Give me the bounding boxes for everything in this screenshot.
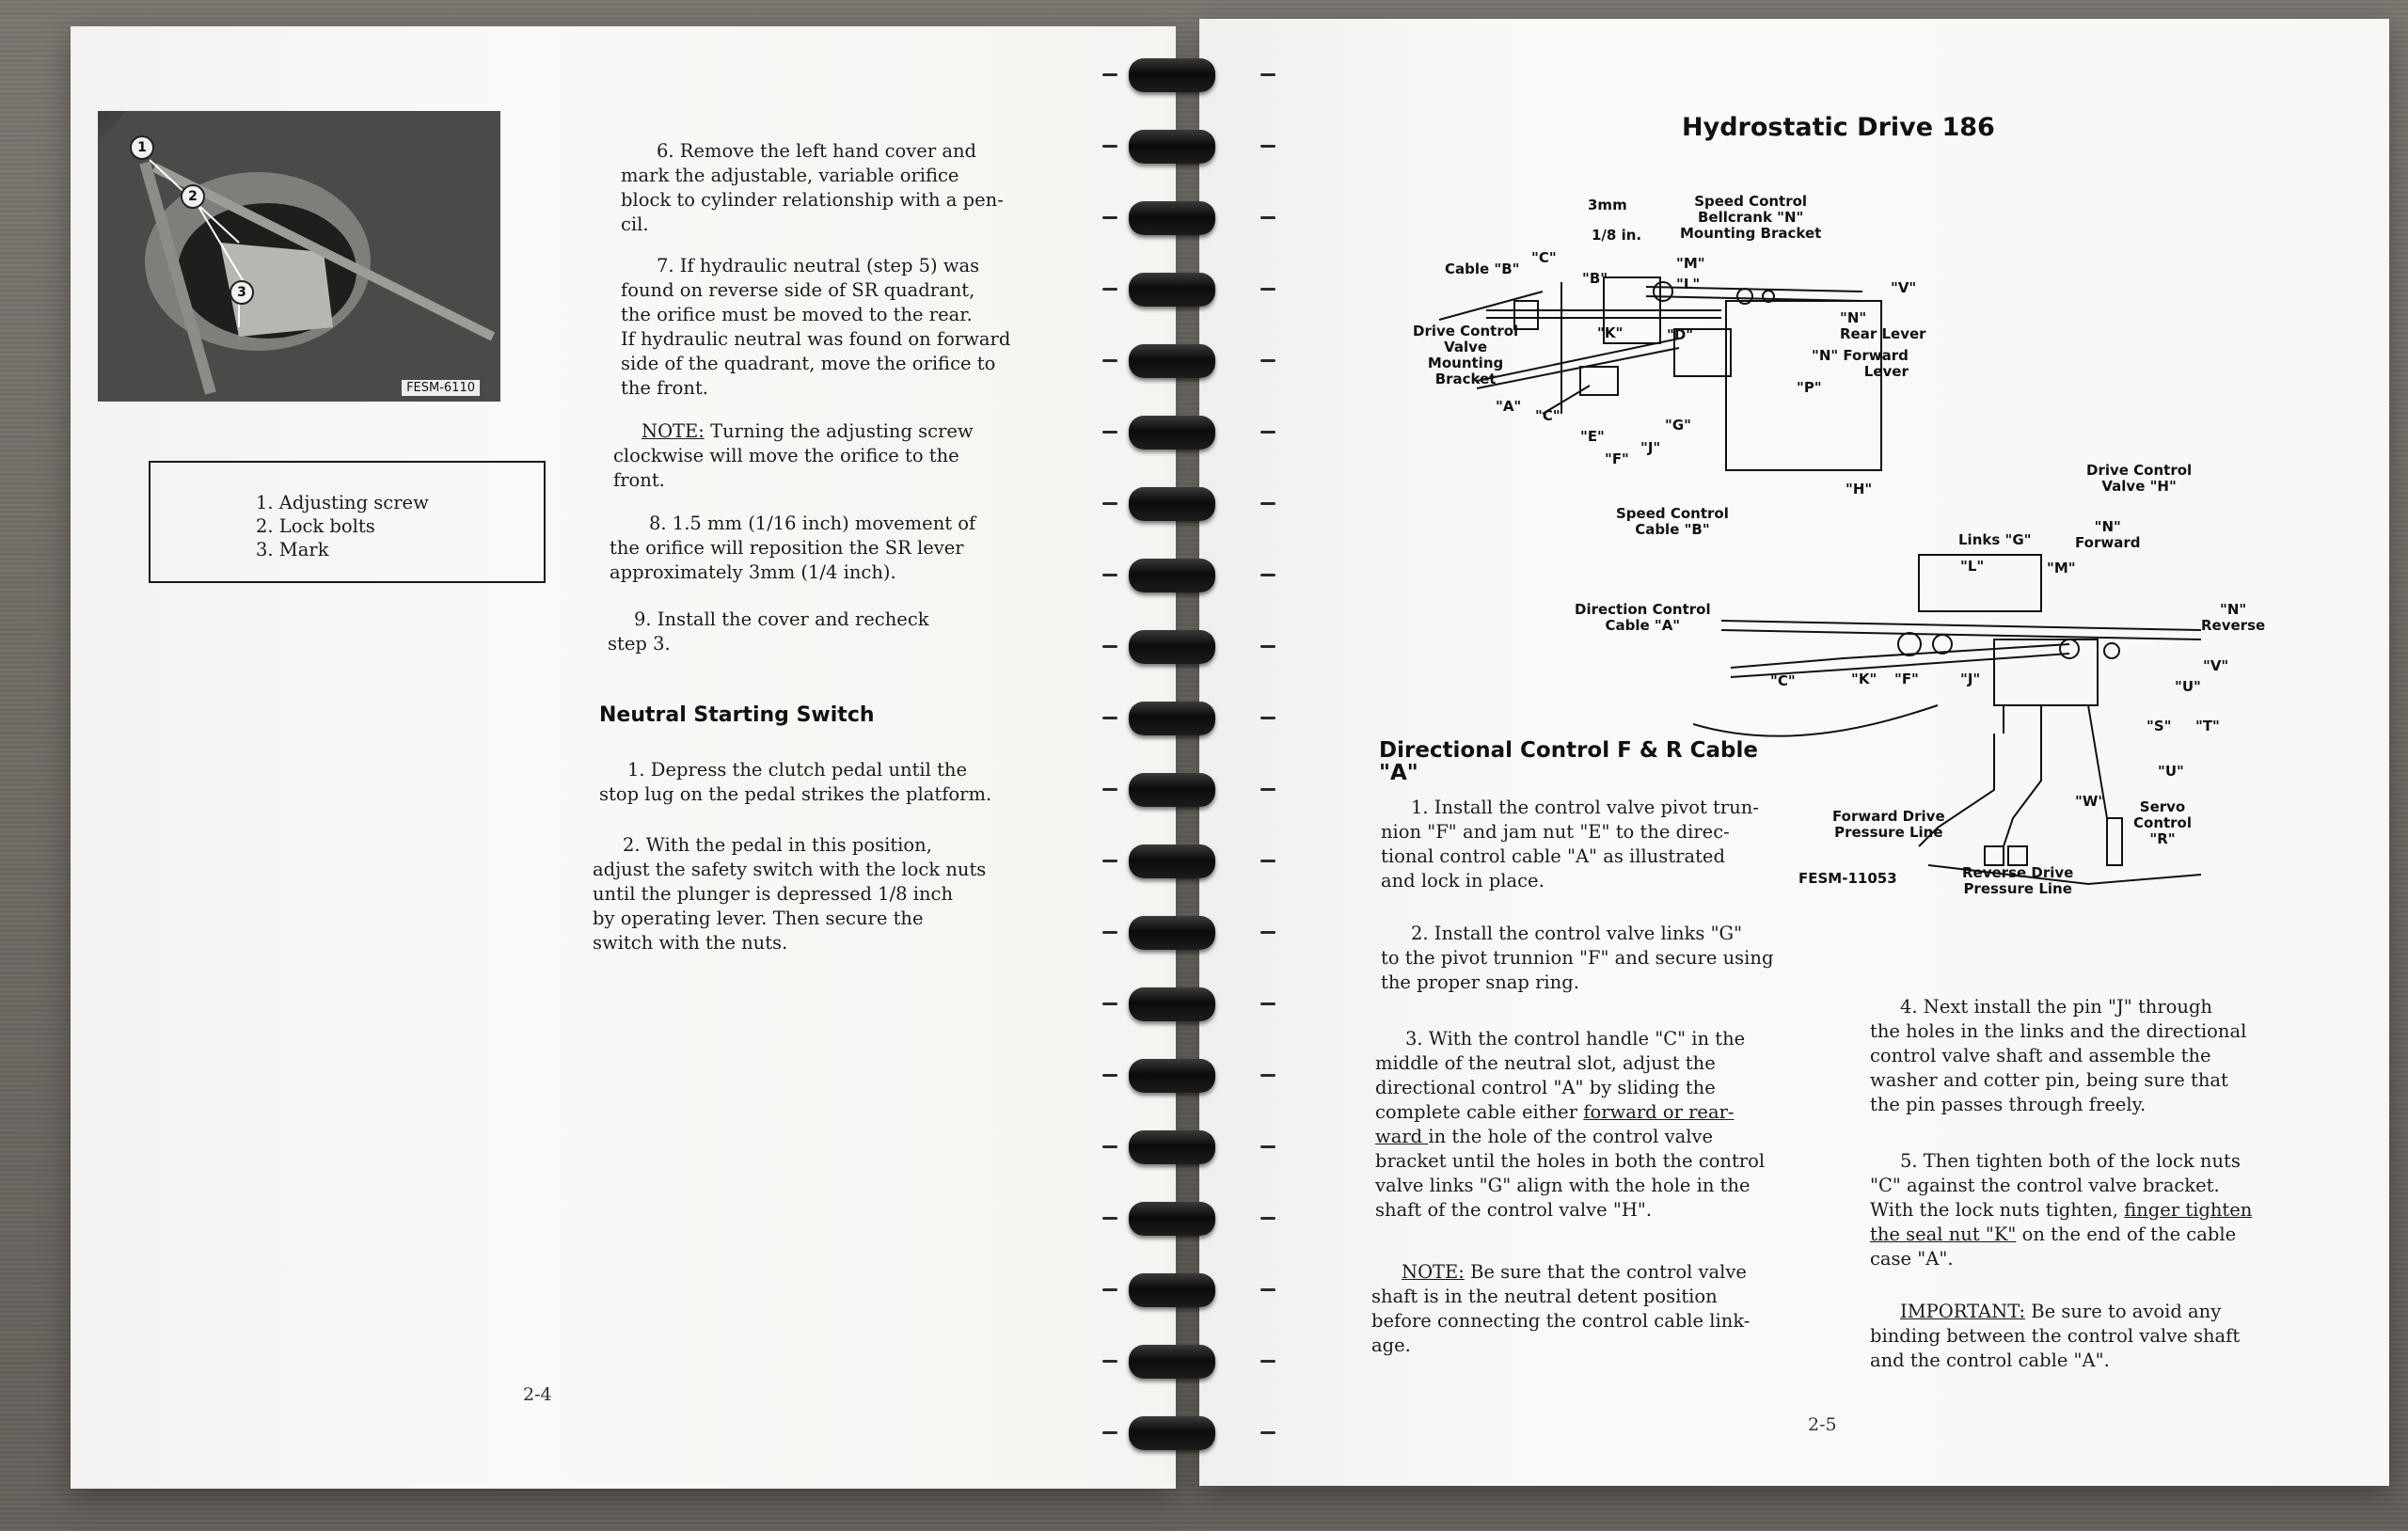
punch-hole bbox=[1260, 717, 1275, 719]
label-j: "J" bbox=[1640, 439, 1661, 456]
punch-hole bbox=[1102, 1431, 1117, 1434]
punch-hole bbox=[1260, 645, 1275, 648]
label-u-top: "U" bbox=[2175, 678, 2201, 695]
page-number-left: 2-4 bbox=[523, 1384, 552, 1405]
label-v: "V" bbox=[1891, 279, 1917, 296]
label-m-bottom: "M" bbox=[2047, 560, 2076, 576]
right-step-5 bbox=[1870, 1149, 2252, 1271]
label-1-8-in: 1/8 in. bbox=[1592, 227, 1642, 244]
binding-coil bbox=[1129, 416, 1215, 450]
binding-coil bbox=[1129, 201, 1215, 235]
binding-coil bbox=[1129, 702, 1215, 735]
punch-hole bbox=[1260, 1145, 1275, 1148]
binding-coil bbox=[1129, 273, 1215, 307]
punch-hole bbox=[1260, 288, 1275, 291]
punch-hole bbox=[1260, 502, 1275, 505]
page-title: Hydrostatic Drive 186 bbox=[1682, 113, 1995, 142]
step-5-part-b: on the end of the cable case "A". bbox=[1870, 1223, 2237, 1270]
step-3-underline-2: ward bbox=[1375, 1126, 1429, 1147]
punch-hole bbox=[1260, 1288, 1275, 1291]
punch-hole bbox=[1102, 216, 1117, 219]
punch-hole bbox=[1260, 1074, 1275, 1077]
step-3-part-a: 3. With the control handle "C" in the middle of the neutral slot, adjust the directional control "A" by sliding the complete cable either bbox=[1375, 1028, 1746, 1123]
label-links-g: Links "G" bbox=[1958, 531, 2032, 548]
label-reverse-pressure-line: Reverse Drive Pressure Line bbox=[1962, 864, 2074, 897]
label-speed-bellcrank: Speed Control Bellcrank "N" Mounting Bracket bbox=[1680, 193, 1822, 242]
callout-2: 2 bbox=[181, 184, 205, 209]
punch-hole bbox=[1260, 216, 1275, 219]
binding-coil bbox=[1129, 987, 1215, 1021]
punch-hole bbox=[1102, 574, 1117, 576]
step-5-part-a: 5. Then tighten both of the lock nuts "C" against the control valve bracket. With the lock nuts tighten, bbox=[1870, 1150, 2241, 1221]
binding-coil bbox=[1129, 1273, 1215, 1307]
binding-coil bbox=[1129, 1416, 1215, 1450]
label-n-forward: "N" Forward bbox=[2075, 518, 2141, 551]
punch-hole bbox=[1260, 359, 1275, 362]
note-block bbox=[613, 419, 974, 493]
punch-hole bbox=[1102, 1074, 1117, 1077]
punch-hole bbox=[1102, 1145, 1117, 1148]
label-e: "E" bbox=[1580, 428, 1605, 445]
binding-coil bbox=[1129, 1130, 1215, 1164]
important-block bbox=[1870, 1300, 2240, 1373]
punch-hole bbox=[1102, 502, 1117, 505]
note-label: NOTE: bbox=[642, 420, 705, 442]
binding-coil bbox=[1129, 1202, 1215, 1236]
right-step-2: 2. Install the control valve links "G" to the pivot trunnion "F" and secure using the proper snap ring. bbox=[1381, 923, 1774, 993]
punch-hole bbox=[1102, 1360, 1117, 1363]
label-l-bottom: "L" bbox=[1960, 558, 1985, 575]
label-servo-control: Servo Control "R" bbox=[2133, 798, 2193, 847]
label-b: "B" bbox=[1582, 270, 1608, 287]
punch-hole bbox=[1102, 645, 1117, 648]
label-l: "L" bbox=[1676, 276, 1701, 292]
label-w: "W" bbox=[2075, 793, 2106, 810]
neutral-step-1: 1. Depress the clutch pedal until the stop lug on the pedal strikes the platform. bbox=[599, 759, 992, 805]
right-note bbox=[1371, 1260, 1750, 1358]
punch-hole bbox=[1102, 73, 1117, 76]
directional-control-heading: Directional Control F & R Cable "A" bbox=[1379, 738, 1758, 785]
label-m: "M" bbox=[1676, 255, 1705, 272]
label-speed-cable-b: Speed Control Cable "B" bbox=[1616, 505, 1729, 538]
label-drive-bracket: Drive Control Valve Mounting Bracket bbox=[1413, 323, 1519, 387]
right-note-text: Be sure that the control valve shaft is in the neutral detent position before connecting the control cable link- age. bbox=[1371, 1261, 1751, 1356]
step-5-underline-1: finger tighten bbox=[2124, 1199, 2253, 1221]
punch-hole bbox=[1102, 1002, 1117, 1005]
label-fesm-11053: FESM-11053 bbox=[1798, 870, 1897, 887]
punch-hole bbox=[1102, 431, 1117, 434]
punch-hole bbox=[1102, 931, 1117, 934]
label-f: "F" bbox=[1605, 450, 1629, 467]
page-number-right: 2-5 bbox=[1808, 1414, 1837, 1435]
label-drive-valve-h: Drive Control Valve "H" bbox=[2086, 462, 2193, 495]
punch-hole bbox=[1260, 860, 1275, 862]
important-text: Be sure to avoid any binding between the control valve shaft and the control cable "A". bbox=[1870, 1301, 2241, 1371]
punch-hole bbox=[1260, 1431, 1275, 1434]
binding-coil bbox=[1129, 916, 1215, 950]
punch-hole bbox=[1102, 1288, 1117, 1291]
punch-hole bbox=[1102, 359, 1117, 362]
callout-3: 3 bbox=[230, 280, 254, 305]
punch-hole bbox=[1260, 574, 1275, 576]
label-n-reverse: "N" Reverse bbox=[2201, 601, 2266, 634]
punch-hole bbox=[1102, 788, 1117, 791]
label-s: "S" bbox=[2147, 718, 2172, 734]
label-k: "K" bbox=[1597, 324, 1624, 341]
label-n-rear-lever: "N" Rear Lever bbox=[1840, 309, 1926, 342]
right-note-label: NOTE: bbox=[1402, 1261, 1465, 1283]
punch-hole bbox=[1260, 1360, 1275, 1363]
step-3-part-b: in the hole of the control valve bracket until the holes in both the control valve links "G" align with the hole in the shaft of the control valve "H". bbox=[1375, 1126, 1766, 1221]
neutral-starting-switch-heading: Neutral Starting Switch bbox=[599, 703, 875, 727]
label-c-bottom-diagram: "C" bbox=[1770, 672, 1796, 689]
label-direction-cable-a: Direction Control Cable "A" bbox=[1575, 601, 1711, 634]
label-cable-b: Cable "B" bbox=[1445, 260, 1520, 277]
step-5-underline-2: the seal nut "K" bbox=[1870, 1223, 2017, 1245]
photo-legend: 1. Adjusting screw 2. Lock bolts 3. Mark bbox=[256, 492, 429, 560]
neutral-step-2: 2. With the pedal in this position, adjust the safety switch with the lock nuts until the plunger is depressed 1/8 inch by operating lever. Then secure the switch with the nuts. bbox=[593, 834, 987, 954]
punch-hole bbox=[1102, 288, 1117, 291]
label-n-forward-lever: "N" Forward Lever bbox=[1812, 347, 1909, 380]
label-k-bottom: "K" bbox=[1851, 671, 1877, 687]
label-t: "T" bbox=[2195, 718, 2220, 734]
punch-hole bbox=[1260, 1217, 1275, 1220]
binding-coil bbox=[1129, 58, 1215, 92]
label-d: "D" bbox=[1667, 326, 1694, 343]
punch-hole bbox=[1260, 73, 1275, 76]
punch-hole bbox=[1260, 788, 1275, 791]
label-v-bottom: "V" bbox=[2203, 657, 2229, 674]
right-step-1: 1. Install the control valve pivot trun- nion "F" and jam nut "E" to the direc- tional control cable "A" as illustrated and lock in place. bbox=[1381, 797, 1759, 892]
punch-hole bbox=[1102, 717, 1117, 719]
important-label: IMPORTANT: bbox=[1900, 1301, 2026, 1322]
label-g: "G" bbox=[1665, 417, 1691, 434]
binding-coil bbox=[1129, 487, 1215, 521]
punch-hole bbox=[1102, 1217, 1117, 1220]
step-6: 6. Remove the left hand cover and mark the adjustable, variable orifice block to cylinder relationship with a pen- cil. bbox=[621, 140, 1004, 235]
step-8: 8. 1.5 mm (1/16 inch) movement of the orifice will reposition the SR lever approximately 3mm (1/4 inch). bbox=[610, 513, 976, 583]
binding-coil bbox=[1129, 1345, 1215, 1379]
label-3mm: 3mm bbox=[1588, 197, 1627, 213]
binding-coil bbox=[1129, 630, 1215, 664]
binding-coil bbox=[1129, 344, 1215, 378]
bleed-through bbox=[188, 639, 193, 658]
step-3-underline-1: forward or rear- bbox=[1583, 1101, 1735, 1123]
binding-coil bbox=[1129, 773, 1215, 807]
label-f-bottom: "F" bbox=[1894, 671, 1919, 687]
label-p: "P" bbox=[1797, 379, 1822, 396]
punch-hole bbox=[1260, 931, 1275, 934]
label-h: "H" bbox=[1846, 481, 1873, 497]
step-7: 7. If hydraulic neutral (step 5) was found on reverse side of SR quadrant, the orifice must be moved to the rear. If hydraulic neutral was found on forward side of the quadrant, move the orifice to the front. bbox=[621, 255, 1011, 399]
right-step-4: 4. Next install the pin "J" through the holes in the links and the directional control valve shaft and assemble the washer and cotter pin, being sure that the pin passes through freely. bbox=[1870, 996, 2247, 1115]
binding-coil bbox=[1129, 1059, 1215, 1093]
binding-coil bbox=[1129, 559, 1215, 592]
punch-hole bbox=[1102, 145, 1117, 148]
label-a: "A" bbox=[1496, 398, 1522, 415]
binding-coil bbox=[1129, 844, 1215, 878]
label-j-bottom: "J" bbox=[1960, 671, 1981, 687]
note-text: Turning the adjusting screw clockwise will move the orifice to the front. bbox=[613, 420, 974, 491]
label-u-bottom: "U" bbox=[2158, 763, 2184, 780]
punch-hole bbox=[1260, 431, 1275, 434]
punch-hole bbox=[1102, 860, 1117, 862]
photo-label: FESM-6110 bbox=[402, 380, 480, 396]
callout-1: 1 bbox=[130, 135, 154, 160]
label-c-bottom: "C" bbox=[1535, 407, 1560, 424]
adjustment-photo bbox=[98, 111, 500, 402]
punch-hole bbox=[1260, 1002, 1275, 1005]
label-forward-pressure-line: Forward Drive Pressure Line bbox=[1832, 808, 1945, 841]
step-9: 9. Install the cover and recheck step 3. bbox=[608, 608, 929, 655]
label-c-top: "C" bbox=[1531, 249, 1557, 266]
photo-illustration bbox=[98, 111, 500, 402]
right-step-3 bbox=[1375, 1027, 1765, 1223]
punch-hole bbox=[1260, 145, 1275, 148]
binding-coil bbox=[1129, 130, 1215, 164]
photo-legend-box bbox=[149, 461, 546, 583]
